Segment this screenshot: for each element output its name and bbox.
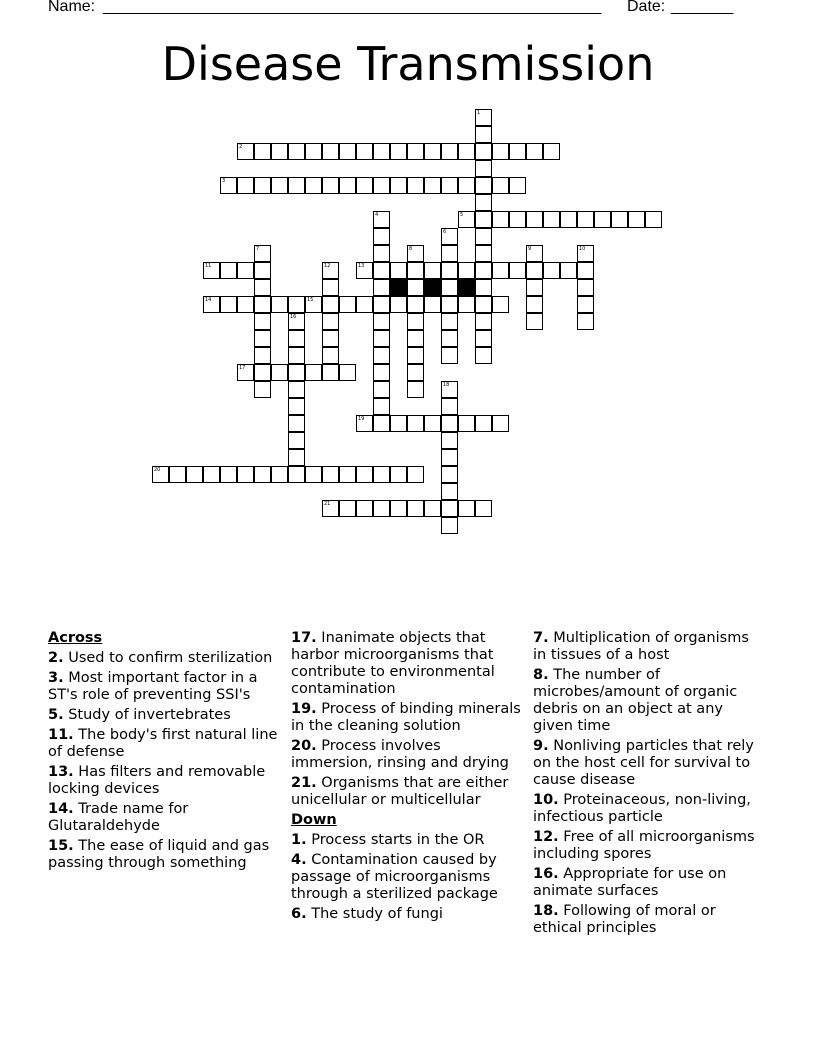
grid-cell[interactable] [424,177,441,194]
clue-number: 6 [443,229,447,235]
clue-text: Following of moral or ethical principles [533,903,716,936]
black-square [424,279,441,296]
grid-cell[interactable] [373,500,390,517]
clue-item [291,701,523,735]
grid-cell[interactable] [373,177,390,194]
grid-cell[interactable] [577,211,594,228]
grid-cell[interactable] [475,245,492,262]
clue-item [533,630,765,664]
clue-text: Nonliving particles that rely on the host cell for survival to cause disease [533,738,754,788]
grid-cell[interactable] [186,466,203,483]
grid-cell[interactable] [254,313,271,330]
grid-cell[interactable] [407,177,424,194]
grid-cell[interactable] [305,296,322,313]
grid-cell[interactable] [475,143,492,160]
grid-cell[interactable] [458,415,475,432]
clue-text: Has filters and removable locking devices [48,764,266,797]
grid-cell[interactable] [407,415,424,432]
grid-cell[interactable] [407,330,424,347]
grid-cell[interactable] [475,296,492,313]
grid-cell[interactable] [237,296,254,313]
grid-cell[interactable] [441,517,458,534]
grid-cell[interactable] [356,500,373,517]
grid-cell[interactable] [475,262,492,279]
clue-item [291,906,523,923]
clue-column-2 [291,630,523,926]
grid-cell[interactable] [441,279,458,296]
grid-cell[interactable] [373,228,390,245]
clue-text: Most important factor in a ST's role of preventing SSI's [48,670,258,703]
grid-cell[interactable] [475,279,492,296]
clue-number: 2. [48,650,64,666]
clue-number: 11 [205,263,212,269]
clue-text: The study of fungi [306,906,443,922]
grid-cell[interactable] [492,296,509,313]
grid-cell[interactable] [254,347,271,364]
grid-cell[interactable] [407,262,424,279]
grid-cell[interactable] [390,262,407,279]
clue-item [48,764,280,798]
grid-cell[interactable] [288,296,305,313]
grid-cell[interactable] [254,364,271,381]
clue-number: 2 [239,144,243,150]
grid-cell[interactable] [526,262,543,279]
grid-cell[interactable] [203,296,220,313]
clue-text: Free of all microorganisms including spores [533,829,755,862]
grid-cell[interactable] [322,143,339,160]
clue-number: 8. [533,667,549,683]
clue-number: 14. [48,801,74,817]
date-field[interactable]: _______ [671,0,734,15]
grid-cell[interactable] [220,177,237,194]
clue-number: 13. [48,764,74,780]
grid-cell[interactable] [441,228,458,245]
grid-cell[interactable] [373,347,390,364]
grid-cell[interactable] [237,177,254,194]
clue-number: 14 [205,297,212,303]
clue-item [48,801,280,835]
clue-number: 19 [358,416,365,422]
clue-item [533,667,765,735]
grid-cell[interactable] [577,296,594,313]
grid-cell[interactable] [594,211,611,228]
name-label: Name: [48,0,96,15]
grid-cell[interactable] [475,347,492,364]
clue-item [291,775,523,809]
grid-cell[interactable] [475,160,492,177]
clue-column-1 [48,630,280,875]
grid-cell[interactable] [339,296,356,313]
grid-cell[interactable] [424,415,441,432]
clue-number: 3. [48,670,64,686]
grid-cell[interactable] [339,177,356,194]
grid-cell[interactable] [373,313,390,330]
clue-number: 4 [375,212,379,218]
grid-cell[interactable] [441,381,458,398]
grid-cell[interactable] [305,143,322,160]
grid-cell[interactable] [322,279,339,296]
clue-text: Process involves immersion, rinsing and drying [291,738,509,771]
grid-cell[interactable] [407,279,424,296]
clue-number: 20. [291,738,317,754]
grid-cell[interactable] [526,245,543,262]
grid-cell[interactable] [237,466,254,483]
clue-text: Contamination caused by passage of microorganisms through a sterilized package [291,852,498,902]
grid-cell[interactable] [458,500,475,517]
grid-cell[interactable] [407,313,424,330]
grid-cell[interactable] [441,245,458,262]
grid-cell[interactable] [288,466,305,483]
grid-cell[interactable] [509,262,526,279]
clue-item [533,829,765,863]
grid-cell[interactable] [509,143,526,160]
clue-number: 6. [291,906,307,922]
grid-cell[interactable] [475,126,492,143]
clue-number: 17 [239,365,246,371]
grid-cell[interactable] [373,415,390,432]
grid-cell[interactable] [288,347,305,364]
grid-cell[interactable] [441,449,458,466]
clue-text: Appropriate for use on animate surfaces [533,866,727,899]
grid-cell[interactable] [390,143,407,160]
grid-cell[interactable] [441,330,458,347]
grid-cell[interactable] [475,313,492,330]
grid-cell[interactable] [526,211,543,228]
grid-cell[interactable] [305,177,322,194]
grid-cell[interactable] [475,330,492,347]
clue-number: 12. [533,829,559,845]
grid-cell[interactable] [322,466,339,483]
grid-cell[interactable] [203,466,220,483]
grid-cell[interactable] [526,296,543,313]
clue-number: 7 [256,246,260,252]
clue-text: The body's first natural line of defense [48,727,278,760]
grid-cell[interactable] [339,143,356,160]
grid-cell[interactable] [373,143,390,160]
grid-cell[interactable] [356,262,373,279]
clue-number: 15 [307,297,314,303]
clue-item [291,852,523,903]
grid-cell[interactable] [220,296,237,313]
grid-cell[interactable] [356,296,373,313]
date-label: Date: [627,0,666,15]
name-field[interactable]: ________________________________________________________ [103,0,602,15]
grid-cell[interactable] [288,381,305,398]
clue-item [48,670,280,704]
grid-cell[interactable] [441,313,458,330]
grid-cell[interactable] [577,279,594,296]
clue-text: Used to confirm sterilization [63,650,273,666]
clue-text: Study of invertebrates [63,707,231,723]
grid-cell[interactable] [220,262,237,279]
clue-number: 1 [477,110,481,116]
grid-cell[interactable] [407,347,424,364]
page-title: Disease Transmission [161,37,655,91]
grid-cell[interactable] [441,177,458,194]
grid-cell[interactable] [254,245,271,262]
across-clue-list [48,650,280,872]
grid-cell[interactable] [169,466,186,483]
grid-cell[interactable] [407,143,424,160]
clue-number: 11. [48,727,74,743]
grid-cell[interactable] [322,313,339,330]
down-clue-list-continued [533,630,765,937]
across-clue-list-continued [291,630,523,809]
clue-text: Proteinaceous, non-living, infectious particle [533,792,751,825]
grid-cell[interactable] [543,262,560,279]
clue-item [533,866,765,900]
grid-cell[interactable] [492,211,509,228]
grid-cell[interactable] [288,398,305,415]
clue-item [291,832,523,849]
grid-cell[interactable] [373,466,390,483]
clue-number: 13 [358,263,365,269]
grid-cell[interactable] [220,466,237,483]
clue-number: 7. [533,630,549,646]
clue-number: 16. [533,866,559,882]
grid-cell[interactable] [424,500,441,517]
grid-cell[interactable] [407,381,424,398]
grid-cell[interactable] [560,211,577,228]
grid-cell[interactable] [322,500,339,517]
clue-item [291,738,523,772]
grid-cell[interactable] [356,415,373,432]
grid-cell[interactable] [339,364,356,381]
clue-number: 16 [290,314,297,320]
grid-cell[interactable] [339,500,356,517]
grid-cell[interactable] [271,143,288,160]
clue-number: 18 [443,382,450,388]
grid-cell[interactable] [458,262,475,279]
grid-cell[interactable] [543,211,560,228]
grid-cell[interactable] [458,143,475,160]
grid-cell[interactable] [322,330,339,347]
grid-cell[interactable] [441,500,458,517]
grid-cell[interactable] [152,466,169,483]
grid-cell[interactable] [254,177,271,194]
grid-cell[interactable] [390,177,407,194]
clue-number: 18. [533,903,559,919]
grid-cell[interactable] [271,466,288,483]
grid-cell[interactable] [373,245,390,262]
grid-cell[interactable] [373,262,390,279]
grid-cell[interactable] [526,279,543,296]
clue-number: 10. [533,792,559,808]
grid-cell[interactable] [254,143,271,160]
clue-number: 8 [409,246,413,252]
grid-cell[interactable] [356,143,373,160]
grid-cell[interactable] [441,143,458,160]
clue-item [48,707,280,724]
grid-cell[interactable] [475,194,492,211]
grid-cell[interactable] [441,483,458,500]
grid-cell[interactable] [390,415,407,432]
clue-text: The ease of liquid and gas passing through something [48,838,270,871]
down-clue-list [291,832,523,923]
grid-cell[interactable] [288,330,305,347]
grid-cell[interactable] [237,364,254,381]
clue-item [48,650,280,667]
clue-number: 9. [533,738,549,754]
clue-number: 19. [291,701,317,717]
grid-cell[interactable] [407,296,424,313]
grid-cell[interactable] [475,500,492,517]
clue-number: 21. [291,775,317,791]
grid-cell[interactable] [424,143,441,160]
grid-cell[interactable] [373,381,390,398]
grid-cell[interactable] [288,143,305,160]
grid-cell[interactable] [424,296,441,313]
grid-cell[interactable] [373,279,390,296]
grid-cell[interactable] [390,466,407,483]
grid-cell[interactable] [322,177,339,194]
grid-cell[interactable] [288,415,305,432]
grid-cell[interactable] [407,245,424,262]
grid-cell[interactable] [577,313,594,330]
grid-cell[interactable] [356,466,373,483]
grid-cell[interactable] [288,313,305,330]
grid-cell[interactable] [288,364,305,381]
grid-cell[interactable] [441,432,458,449]
black-square [458,279,475,296]
grid-cell[interactable] [322,296,339,313]
grid-cell[interactable] [305,364,322,381]
clue-number: 1. [291,832,307,848]
clue-number: 5. [48,707,64,723]
grid-cell[interactable] [237,143,254,160]
grid-cell[interactable] [407,500,424,517]
grid-cell[interactable] [441,262,458,279]
grid-cell[interactable] [441,415,458,432]
grid-cell[interactable] [577,245,594,262]
grid-cell[interactable] [441,296,458,313]
grid-cell[interactable] [475,415,492,432]
grid-cell[interactable] [458,177,475,194]
grid-cell[interactable] [509,211,526,228]
grid-cell[interactable] [254,466,271,483]
clue-column-3 [533,630,765,940]
grid-cell[interactable] [254,279,271,296]
clue-number: 12 [324,263,331,269]
clue-text: Multiplication of organisms in tissues of a host [533,630,749,663]
clue-item [48,727,280,761]
clue-number: 5 [460,212,464,218]
clue-text: The number of microbes/amount of organic debris on an object at any given time [533,667,738,734]
grid-cell[interactable] [373,296,390,313]
clue-number: 4. [291,852,307,868]
clue-number: 15. [48,838,74,854]
black-square [390,279,407,296]
grid-cell[interactable] [339,466,356,483]
grid-cell[interactable] [543,143,560,160]
grid-cell[interactable] [526,143,543,160]
clue-text: Process starts in the OR [306,832,485,848]
grid-cell[interactable] [390,500,407,517]
grid-cell[interactable] [254,330,271,347]
grid-cell[interactable] [492,415,509,432]
grid-cell[interactable] [373,398,390,415]
grid-cell[interactable] [645,211,662,228]
grid-cell[interactable] [237,262,254,279]
grid-cell[interactable] [526,313,543,330]
grid-cell[interactable] [288,449,305,466]
grid-cell[interactable] [611,211,628,228]
clue-text: Organisms that are either unicellular or multicellular [291,775,509,808]
grid-cell[interactable] [475,228,492,245]
grid-cell[interactable] [271,177,288,194]
grid-cell[interactable] [305,466,322,483]
grid-cell[interactable] [373,211,390,228]
grid-cell[interactable] [288,177,305,194]
grid-cell[interactable] [407,364,424,381]
clue-number: 3 [222,178,226,184]
clue-text: Process of binding minerals in the cleaning solution [291,701,521,734]
grid-cell[interactable] [322,364,339,381]
grid-cell[interactable] [475,177,492,194]
clue-text: Trade name for Glutaraldehyde [48,801,189,834]
grid-cell[interactable] [441,347,458,364]
grid-cell[interactable] [271,296,288,313]
grid-cell[interactable] [475,109,492,126]
grid-cell[interactable] [492,262,509,279]
grid-cell[interactable] [322,262,339,279]
grid-cell[interactable] [628,211,645,228]
clue-text: Inanimate objects that harbor microorganisms that contribute to environmental contamination [291,630,495,697]
grid-cell[interactable] [288,432,305,449]
clue-item [533,792,765,826]
grid-cell[interactable] [441,398,458,415]
down-heading: Down [291,812,337,828]
grid-cell[interactable] [254,296,271,313]
clue-number: 21 [324,501,331,507]
grid-cell[interactable] [577,262,594,279]
grid-cell[interactable] [254,381,271,398]
grid-cell[interactable] [492,177,509,194]
clue-item [48,838,280,872]
grid-cell[interactable] [509,177,526,194]
grid-cell[interactable] [407,466,424,483]
clue-item [533,903,765,937]
grid-cell[interactable] [458,211,475,228]
grid-cell[interactable] [254,262,271,279]
grid-cell[interactable] [492,143,509,160]
clue-item [533,738,765,789]
clue-item [291,630,523,698]
grid-cell[interactable] [203,262,220,279]
grid-cell[interactable] [390,296,407,313]
grid-cell[interactable] [322,347,339,364]
clue-number: 9 [528,246,532,252]
grid-cell[interactable] [424,262,441,279]
grid-cell[interactable] [441,466,458,483]
across-heading: Across [48,630,103,646]
clue-number: 17. [291,630,317,646]
grid-cell[interactable] [373,330,390,347]
grid-cell[interactable] [373,364,390,381]
grid-cell[interactable] [458,296,475,313]
grid-cell[interactable] [356,177,373,194]
grid-cell[interactable] [271,364,288,381]
grid-cell[interactable] [475,211,492,228]
clue-number: 10 [579,246,586,252]
clue-number: 20 [154,467,161,473]
grid-cell[interactable] [560,262,577,279]
